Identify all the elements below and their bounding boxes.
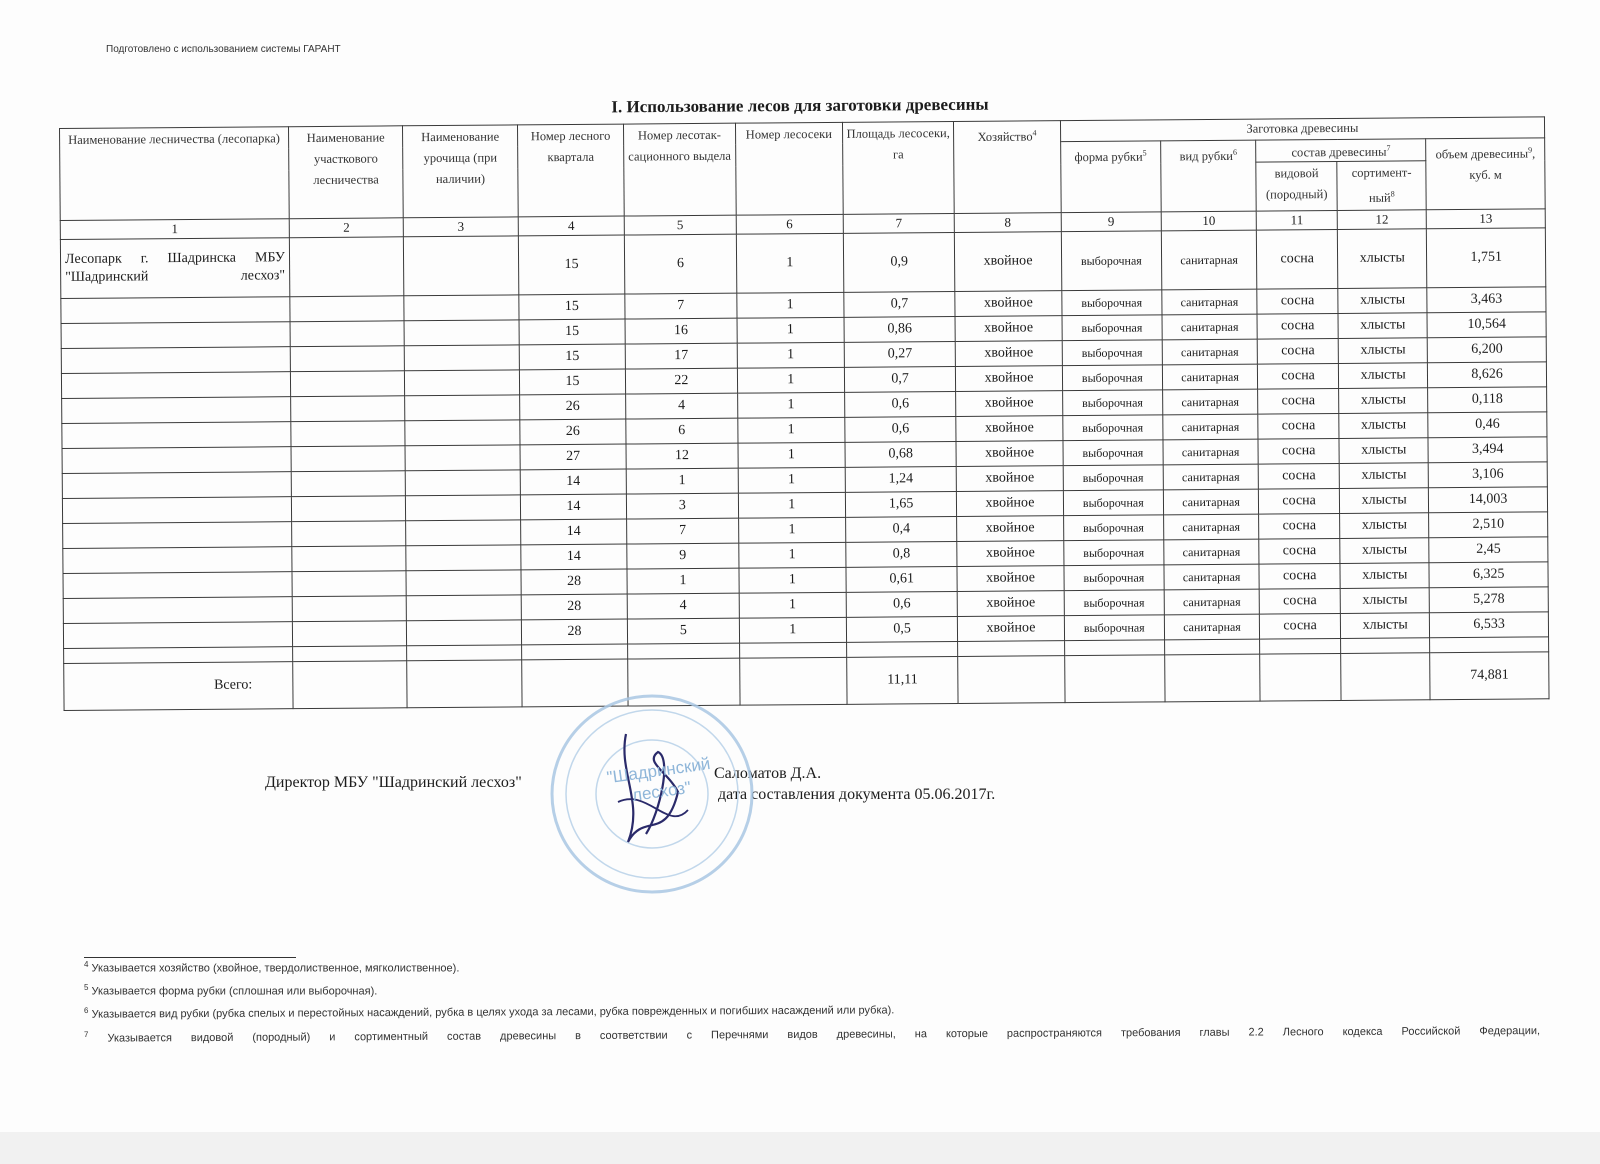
cell-vydel: 6 [626, 418, 738, 444]
cell-sortiment: хлысты [1340, 588, 1429, 614]
cell-poroda: сосна [1258, 364, 1339, 390]
table-cell [63, 597, 292, 624]
cell-forma: выборочная [1063, 490, 1163, 516]
totals-area: 11,11 [847, 657, 959, 705]
cell-volume: 0,118 [1428, 387, 1547, 413]
signatory-name: Саломатов Д.А. [714, 765, 822, 782]
harvest-table [59, 116, 1550, 711]
table-cell [406, 470, 521, 496]
cell-lesoseka: 1 [738, 543, 846, 569]
cell-area: 0,27 [844, 342, 956, 368]
cell-area: 0,68 [845, 442, 957, 468]
cell-kvartal: 28 [521, 619, 628, 645]
cell-volume: 14,003 [1429, 487, 1548, 513]
footnote-text: Указывается вид рубки (рубка спелых и перестойных насаждений, рубка в целях ухода за лесами, рубка поврежденных и погибших насаждений или рубка). [88, 1004, 895, 1021]
cell-volume: 0,46 [1428, 412, 1547, 438]
footnote-ref-7: 7 [1386, 143, 1391, 153]
footnote-text: Указывается хозяйство (хвойное, твердолиственное, мягколиственное). [88, 962, 460, 975]
cell-area: 0,7 [844, 292, 956, 318]
cell-hoz: хвойное [956, 341, 1063, 367]
cell-volume: 1,751 [1427, 228, 1546, 288]
cell-forma: выборочная [1064, 565, 1164, 591]
table-body [60, 228, 1548, 664]
cell-kvartal: 26 [519, 394, 626, 420]
table-cell [290, 346, 405, 372]
cell-hoz: хвойное [957, 591, 1064, 617]
table-cell [291, 471, 406, 497]
cell-vid: санитарная [1163, 489, 1258, 515]
cell-hoz: хвойное [955, 291, 1062, 317]
col-header-12 [1337, 161, 1427, 211]
cell-volume: 3,106 [1428, 462, 1547, 488]
cell-vid: санитарная [1163, 414, 1258, 440]
cell-hoz: хвойное [956, 366, 1063, 392]
cell-forma: выборочная [1063, 465, 1163, 491]
cell-vydel: 17 [625, 343, 737, 369]
cell-sortiment: хлысты [1338, 338, 1427, 364]
cell-forma: выборочная [1062, 390, 1162, 416]
col-header-8 [954, 121, 1061, 214]
table-cell [406, 495, 521, 521]
col-header-5: Номер лесотак-сационного выдела [624, 123, 736, 216]
cell-lesoseka: 1 [737, 418, 845, 444]
cell-vydel: 6 [625, 234, 737, 294]
cell-hoz: хвойное [955, 232, 1062, 292]
cell-volume: 3,494 [1428, 437, 1547, 463]
col-header-11: видовой (породный) [1256, 162, 1337, 212]
cell-poroda: сосна [1259, 564, 1340, 590]
table-cell [739, 643, 846, 659]
cell-hoz: хвойное [956, 416, 1063, 442]
cell-area: 1,24 [845, 467, 957, 493]
table-cell [292, 521, 407, 547]
table-cell [1064, 640, 1164, 656]
cell-area: 0,5 [846, 617, 958, 643]
cell-vid: санитарная [1164, 614, 1259, 640]
group-header-composition [1256, 139, 1426, 162]
cell-poroda: сосна [1256, 230, 1337, 290]
cell-hoz: хвойное [956, 441, 1063, 467]
table-cell [521, 644, 627, 660]
table-cell [63, 572, 292, 599]
cell-vydel: 4 [627, 593, 739, 619]
cell-volume: 6,533 [1430, 612, 1549, 638]
cell-sortiment: хлысты [1340, 563, 1429, 589]
table-cell [406, 520, 521, 546]
cell-vydel: 22 [626, 368, 738, 394]
cell-vydel: 7 [627, 518, 739, 544]
cell-lesoseka: 1 [737, 368, 845, 394]
table-cell [62, 497, 291, 524]
table-cell [290, 296, 405, 322]
column-number: 3 [404, 217, 519, 237]
cell-forma: выборочная [1063, 440, 1163, 466]
cell-sortiment: хлысты [1338, 288, 1427, 314]
table-cell [958, 641, 1064, 657]
cell-hoz: хвойное [957, 516, 1064, 542]
cell-sortiment: хлысты [1339, 363, 1428, 389]
col-header-12-label: сортимент-ный [1351, 165, 1412, 206]
cell-sortiment: хлысты [1339, 438, 1428, 464]
cell-kvartal: 15 [519, 294, 626, 320]
table-cell [405, 445, 520, 471]
cell-vydel: 1 [627, 568, 739, 594]
cell-kvartal: 15 [518, 235, 625, 295]
cell-sortiment: хлысты [1341, 613, 1430, 639]
cell-vid: санитарная [1163, 464, 1258, 490]
table-cell [290, 321, 405, 347]
table-cell [292, 646, 407, 662]
totals-volume: 74,881 [1430, 652, 1549, 700]
col-header-6: Номер лесосеки [735, 122, 843, 215]
cell-poroda: сосна [1258, 414, 1339, 440]
table-cell [63, 547, 292, 574]
column-number: 7 [843, 214, 955, 234]
cell-area: 0,4 [846, 517, 958, 543]
col-header-8-label: Хозяйство [977, 129, 1033, 144]
cell-lesoseka: 1 [738, 443, 846, 469]
cell-forma: выборочная [1061, 290, 1161, 316]
cell-poroda: сосна [1258, 464, 1339, 490]
cell-hoz: хвойное [957, 566, 1064, 592]
table-cell [628, 643, 740, 659]
cell-hoz: хвойное [957, 466, 1064, 492]
cell-sortiment: хлысты [1338, 229, 1428, 289]
cell-lesoseka: 1 [737, 318, 845, 344]
table-cell [291, 421, 406, 447]
totals-label: Всего: [64, 662, 293, 711]
cell-area: 0,86 [844, 317, 956, 343]
col-header-13 [1426, 138, 1545, 210]
cell-poroda: сосна [1257, 314, 1338, 340]
cell-forma: выборочная [1062, 340, 1162, 366]
footnote-number: 7 [84, 1029, 89, 1039]
col-header-9-label: форма рубки [1074, 149, 1143, 165]
cell-poroda: сосна [1258, 439, 1339, 465]
table-cell [290, 371, 405, 397]
cell-kvartal: 27 [520, 444, 627, 470]
cell-lesoseka: 1 [736, 234, 844, 294]
cell-poroda: сосна [1259, 614, 1340, 640]
cell-poroda: сосна [1259, 589, 1340, 615]
cell-vydel: 9 [627, 543, 739, 569]
table-cell [1260, 639, 1341, 655]
col-header-13-label: объем древесины [1435, 146, 1529, 162]
header-note: Подготовлено с использованием системы ГАРАНТ [106, 44, 341, 55]
cell-lesoseka: 1 [739, 593, 847, 619]
cell-poroda: сосна [1258, 389, 1339, 415]
cell-vid: санитарная [1164, 564, 1259, 590]
table-cell [1064, 655, 1165, 703]
footnote-ref-4: 4 [1032, 128, 1037, 138]
col-header-13-unit: , куб. м [1469, 146, 1536, 183]
table-cell [62, 397, 291, 424]
column-number: 4 [518, 216, 624, 236]
cell-lesoseka: 1 [738, 518, 846, 544]
col-header-9 [1060, 141, 1161, 213]
col-header-10 [1161, 140, 1257, 212]
cell-vid: санитарная [1164, 589, 1259, 615]
col-header-4: Номер лесного квартала [517, 124, 624, 217]
cell-kvartal: 26 [520, 419, 627, 445]
table-cell [406, 570, 521, 596]
column-number: 2 [289, 218, 404, 238]
cell-vid: санитарная [1164, 539, 1259, 565]
footnote-divider [84, 957, 296, 958]
cell-vid: санитарная [1163, 389, 1258, 415]
cell-vydel: 3 [627, 493, 739, 519]
table-cell [1164, 639, 1259, 655]
cell-vydel: 12 [626, 443, 738, 469]
cell-forma: выборочная [1061, 231, 1162, 291]
cell-vydel: 4 [626, 393, 738, 419]
col-header-10-label: вид рубки [1179, 148, 1234, 164]
column-number: 6 [736, 215, 844, 235]
cell-forma: выборочная [1063, 515, 1163, 541]
col-header-2: Наименование участкового лесничества [288, 126, 403, 219]
cell-hoz: хвойное [956, 391, 1063, 417]
cell-forma: выборочная [1062, 315, 1162, 341]
cell-sortiment: хлысты [1340, 538, 1429, 564]
column-number: 13 [1426, 209, 1545, 229]
table-cell [61, 297, 290, 324]
cell-area: 1,65 [845, 492, 957, 518]
cell-sortiment: хлысты [1339, 463, 1428, 489]
cell-sortiment: хлысты [1338, 313, 1427, 339]
cell-hoz: хвойное [957, 541, 1064, 567]
cell-kvartal: 14 [520, 519, 627, 545]
table-cell [292, 596, 407, 622]
footnote-ref-9: 9 [1528, 145, 1533, 155]
table-cell [293, 661, 408, 709]
cell-lesoseka: 1 [737, 393, 845, 419]
cell-forma: выборочная [1062, 365, 1162, 391]
cell-vid: санитарная [1163, 439, 1258, 465]
cell-volume: 6,200 [1427, 337, 1546, 363]
footnote-text: Указывается видовой (породный) и сортиментный состав древесины в соответствии с Перечнями видов древесины, на которые распространяются требования главы 2.2 Лесного кодекса Российской Федерации, [88, 1025, 1541, 1045]
cell-kvartal: 14 [520, 494, 627, 520]
table-cell [407, 620, 522, 646]
table-cell [61, 347, 290, 374]
table-cell [407, 595, 522, 621]
table-cell [846, 642, 958, 658]
cell-volume: 5,278 [1429, 587, 1548, 613]
cell-area: 0,7 [844, 367, 956, 393]
cell-sortiment: хлысты [1339, 413, 1428, 439]
table-cell [405, 420, 520, 446]
cell-area: 0,8 [846, 542, 958, 568]
table-cell [404, 320, 519, 346]
cell-kvartal: 28 [521, 569, 628, 595]
table-cell [1165, 654, 1261, 702]
cell-kvartal: 28 [521, 594, 628, 620]
footnote-ref-6: 6 [1232, 147, 1237, 157]
cell-area: 0,9 [843, 233, 955, 293]
cell-volume: 6,325 [1429, 562, 1548, 588]
cell-kvartal: 15 [519, 344, 626, 370]
cell-forma: выборочная [1062, 415, 1162, 441]
table-cell [291, 446, 406, 472]
cell-poroda: сосна [1257, 289, 1338, 315]
column-number: 5 [624, 215, 736, 235]
cell-poroda: сосна [1257, 339, 1338, 365]
table-cell [289, 237, 404, 297]
cell-volume: 3,463 [1427, 287, 1546, 313]
cell-vydel: 7 [625, 293, 737, 319]
group-header-composition-label: состав древесины [1291, 144, 1387, 160]
column-number: 10 [1161, 211, 1256, 231]
table-cell [1260, 654, 1341, 702]
footnote-7 [84, 1022, 1540, 1044]
footnote-ref-5: 5 [1142, 148, 1147, 158]
footnote-text: Указывается форма рубки (сплошная или выборочная). [88, 985, 378, 998]
table-cell [405, 395, 520, 421]
scan-edge [0, 1132, 1600, 1164]
table-cell [292, 571, 407, 597]
cell-forma: выборочная [1064, 615, 1164, 641]
cell-vid: санитарная [1161, 230, 1257, 290]
cell-vid: санитарная [1162, 364, 1257, 390]
table-cell [405, 370, 520, 396]
cell-hoz: хвойное [957, 491, 1064, 517]
cell-lesoseka: 1 [737, 343, 845, 369]
footnote-number: 6 [84, 1005, 89, 1015]
footnote-ref-8: 8 [1390, 189, 1395, 199]
organization-name: Лесопарк г. Шадринска МБУ "Шадринский лесхоз" [60, 238, 289, 299]
cell-poroda: сосна [1259, 514, 1340, 540]
cell-kvartal: 14 [521, 544, 628, 570]
table-cell [62, 447, 291, 474]
table-cell [1341, 653, 1430, 701]
cell-kvartal: 14 [520, 469, 627, 495]
col-header-7: Площадь лесосеки, га [842, 121, 954, 214]
column-number: 11 [1256, 211, 1337, 231]
cell-vid: санитарная [1162, 339, 1257, 365]
column-number: 12 [1337, 210, 1426, 230]
table-cell [292, 546, 407, 572]
table-cell [61, 372, 290, 399]
table-cell [958, 656, 1065, 704]
cell-sortiment: хлысты [1340, 488, 1429, 514]
group-header-harvest: Заготовка древесины [1060, 117, 1544, 142]
cell-volume: 2,45 [1429, 537, 1548, 563]
column-number: 1 [60, 219, 289, 240]
cell-hoz: хвойное [958, 616, 1065, 642]
cell-kvartal: 15 [519, 369, 626, 395]
cell-sortiment: хлысты [1339, 388, 1428, 414]
table-cell [63, 522, 292, 549]
cell-vydel: 1 [626, 468, 738, 494]
cell-volume: 8,626 [1428, 362, 1547, 388]
cell-volume: 2,510 [1429, 512, 1548, 538]
table-cell [407, 645, 522, 661]
cell-sortiment: хлысты [1340, 513, 1429, 539]
cell-poroda: сосна [1259, 489, 1340, 515]
cell-forma: выборочная [1064, 590, 1164, 616]
table-cell [62, 422, 291, 449]
footnote-number: 4 [84, 960, 89, 969]
table-cell [61, 322, 290, 349]
table-cell [404, 236, 519, 296]
cell-forma: выборочная [1063, 540, 1163, 566]
cell-poroda: сосна [1259, 539, 1340, 565]
table-cell [62, 472, 291, 499]
cell-lesoseka: 1 [739, 618, 847, 644]
cell-vydel: 16 [625, 318, 737, 344]
table-cell [292, 621, 407, 647]
table-cell [404, 295, 519, 321]
page-title: I. Использование лесов для заготовки древесины [611, 94, 989, 117]
signatory-position: Директор МБУ "Шадринский лесхоз" [265, 774, 522, 791]
table-cell [291, 496, 406, 522]
cell-area: 0,6 [846, 592, 958, 618]
column-number: 8 [955, 213, 1061, 233]
table-cell [1430, 637, 1549, 653]
cell-vid: санитарная [1162, 314, 1257, 340]
table-cell [406, 545, 521, 571]
table-cell [291, 396, 406, 422]
footnote-number: 5 [84, 983, 89, 992]
cell-lesoseka: 1 [739, 568, 847, 594]
table-cell [405, 345, 520, 371]
cell-lesoseka: 1 [738, 468, 846, 494]
cell-lesoseka: 1 [736, 293, 844, 319]
cell-volume: 10,564 [1427, 312, 1546, 338]
footnote-6 [84, 1002, 894, 1021]
table-cell [407, 660, 522, 708]
cell-hoz: хвойное [955, 316, 1062, 342]
footnote-4 [84, 960, 459, 975]
stamp-text: "Шадринский лесхоз" [605, 753, 712, 805]
table-header [60, 117, 1546, 240]
col-header-3: Наименование урочища (при наличии) [403, 125, 518, 218]
cell-lesoseka: 1 [738, 493, 846, 519]
footnote-5 [84, 983, 377, 998]
cell-vid: санитарная [1162, 289, 1257, 315]
cell-kvartal: 15 [519, 319, 626, 345]
cell-area: 0,6 [845, 392, 957, 418]
cell-area: 0,61 [846, 567, 958, 593]
col-header-1: Наименование лесничества (лесопарка) [60, 127, 290, 221]
cell-area: 0,6 [845, 417, 957, 443]
document-date: дата составления документа 05.06.2017г. [718, 786, 996, 803]
cell-vid: санитарная [1164, 514, 1259, 540]
cell-vydel: 5 [628, 618, 740, 644]
harvest-table-wrapper [59, 116, 1550, 711]
column-number: 9 [1061, 212, 1161, 232]
table-cell [63, 622, 292, 649]
table-cell [1341, 638, 1430, 654]
